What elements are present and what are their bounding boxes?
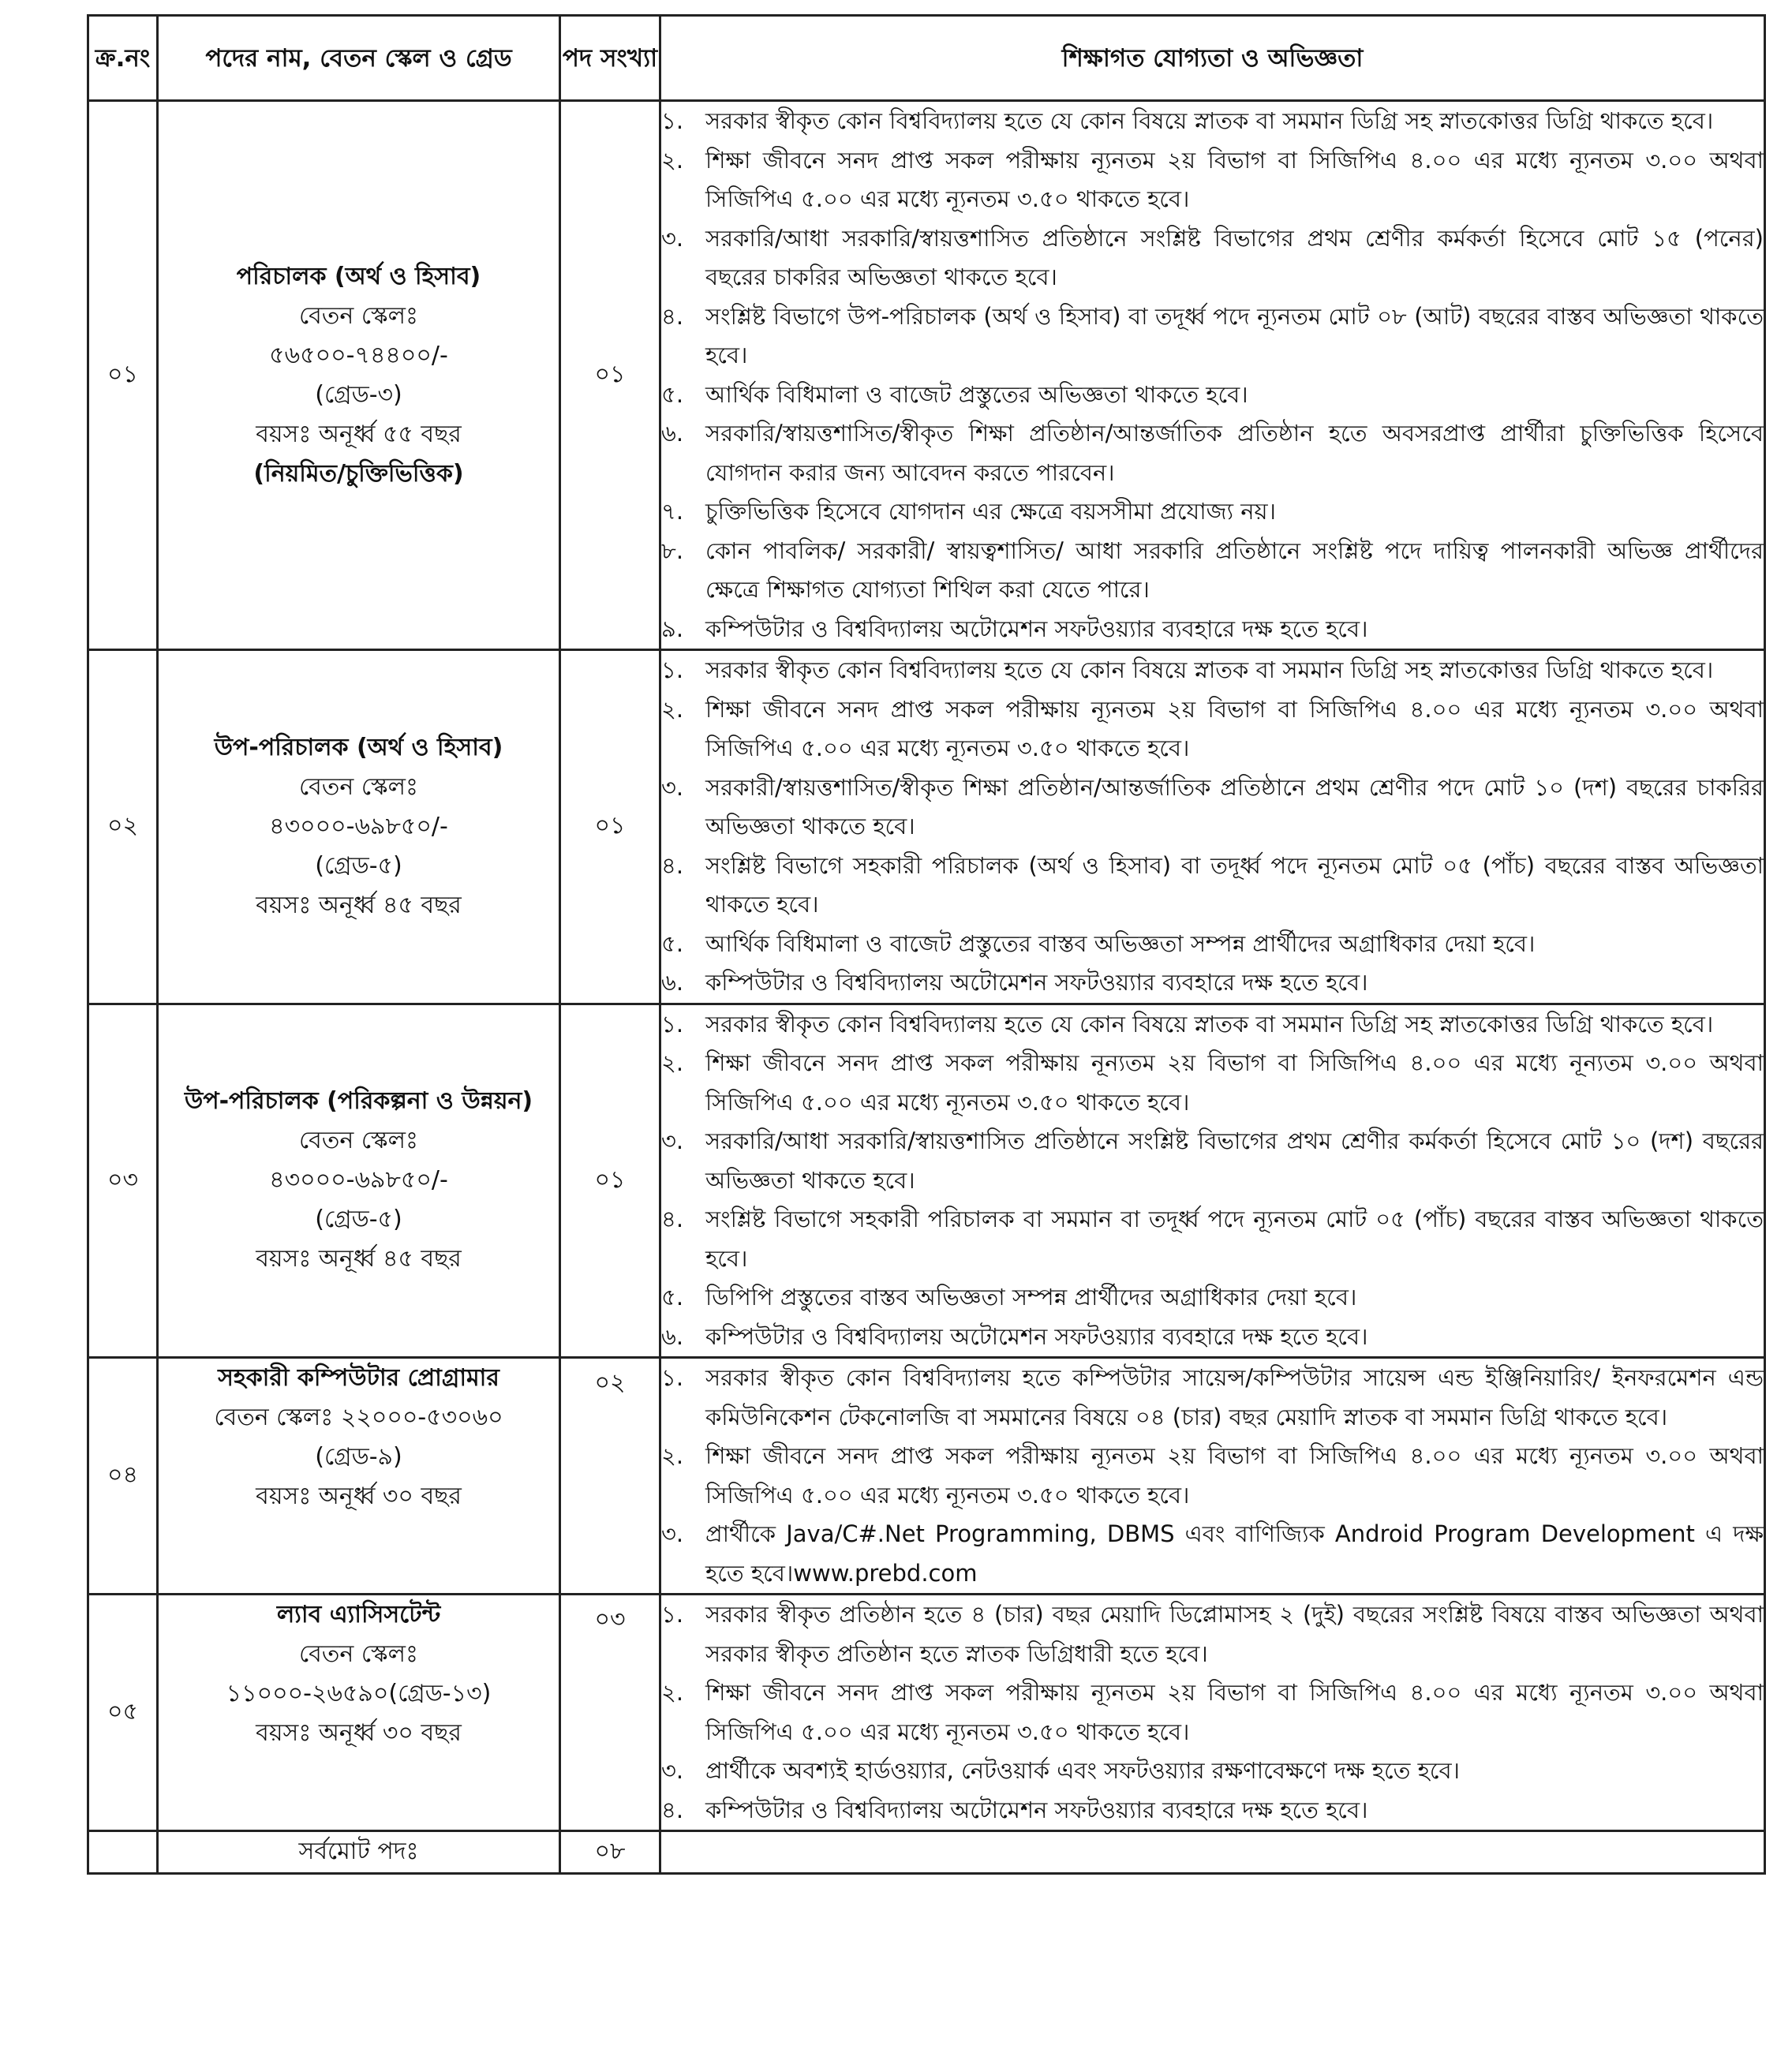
post-cell <box>158 101 560 650</box>
qualification-text: সরকার স্বীকৃত কোন বিশ্ববিদ্যালয় হতে যে কোন বিষয়ে স্নাতক বা সমমান ডিগ্রি সহ স্নাতকোত্তর ডিগ্রি থাকতে হবে। <box>705 1010 1714 1038</box>
qualification-text: সরকারি/আধা সরকারি/স্বায়ত্তশাসিত প্রতিষ্ঠানে সংশ্লিষ্ট বিভাগের প্রথম শ্রেণীর কর্মকর্তা হিসেবে মোট ১৫ (পনের) বছরের চাকরির অভিজ্ঞতা থাকতে হবে। <box>705 224 1764 290</box>
post-count: ০৩ <box>560 1595 660 1831</box>
qualification-list <box>661 102 1764 649</box>
table-header-row <box>88 16 1765 101</box>
qualification-text: শিক্ষা জীবনে সনদ প্রাপ্ত সকল পরীক্ষায় ন্যূনতম ২য় বিভাগ বা সিজিপিএ ৪.০০ এর মধ্যে ন্যূনতম ৩.০০ অথবা সিজিপিএ ৫.০০ এর মধ্যে ন্যূনতম ৩.৫০ থাকতে হবে। <box>705 1679 1764 1745</box>
post-count: ০১ <box>560 101 660 650</box>
qualification-text: সরকারি/স্বায়ত্তশাসিত/স্বীকৃত শিক্ষা প্রতিষ্ঠান/আন্তর্জাতিক প্রতিষ্ঠান হতে অবসরপ্রাপ্ত প্রার্থীরা চুক্তিভিত্তিক হিসেবে যোগদান করার জন্য আবেদন করতে পারবেন। <box>705 420 1764 486</box>
qualification-text: কম্পিউটার ও বিশ্ববিদ্যালয় অটোমেশন সফটওয়্যার ব্যবহারে দক্ষ হতে হবে। <box>705 969 1368 996</box>
post-cell <box>158 1004 560 1358</box>
qualification-item <box>661 1278 1764 1318</box>
qualification-number: ৪. <box>661 1206 684 1232</box>
qualification-text: সংশ্লিষ্ট বিভাগে সহকারী পরিচালক (অর্থ ও হিসাব) বা তদূর্ধ্ব পদে ন্যূনতম মোট ০৫ (পাঁচ) বছরের বাস্তব অভিজ্ঞতা থাকতে হবে। <box>705 851 1764 918</box>
qualification-item <box>661 492 1764 532</box>
qualification-number: ৯. <box>661 615 684 642</box>
qualification-item <box>661 1673 1764 1752</box>
qualification-item <box>661 963 1764 1003</box>
qualification-list <box>661 1359 1764 1593</box>
qualification-text: শিক্ষা জীবনে সনদ প্রাপ্ত সকল পরীক্ষায় ন্যূনতম ২য় বিভাগ বা সিজিপিএ ৪.০০ এর মধ্যে ন্যূনতম ৩.০০ অথবা সিজিপিএ ৫.০০ এর মধ্যে ন্যূনতম ৩.৫০ থাকতে হবে। <box>705 1442 1764 1509</box>
qualification-number: ২. <box>661 695 684 723</box>
qualification-text: প্রার্থীকে Java/C#.Net Programming, DBMS এবং বাণিজ্যিক Android Program Development এ দক্ষ হতে হবে।www.prebd.com <box>705 1520 1764 1587</box>
qualification-item <box>661 102 1764 141</box>
total-empty <box>660 1831 1765 1874</box>
qualification-number: ৫. <box>661 929 684 957</box>
qualification-text: সংশ্লিষ্ট বিভাগে উপ-পরিচালক (অর্থ ও হিসাব) বা তদূর্ধ্ব পদে ন্যূনতম মোট ০৮ (আট) বছরের বাস্তব অভিজ্ঞতা থাকতে হবে। <box>705 302 1764 368</box>
table-row <box>88 650 1765 1004</box>
qualification-item <box>661 1515 1764 1593</box>
header-serial: ক্র.নং <box>88 16 158 101</box>
qualification-text: সরকার স্বীকৃত কোন বিশ্ববিদ্যালয় হতে যে কোন বিষয়ে স্নাতক বা সমমান ডিগ্রি সহ স্নাতকোত্তর ডিগ্রি থাকতে হবে। <box>705 107 1714 134</box>
qualification-text: সরকার স্বীকৃত কোন বিশ্ববিদ্যালয় হতে কম্পিউটার সায়েন্স/কম্পিউটার সায়েন্স এন্ড ইঞ্জিনিয়ারিং/ ইনফরমেশন এন্ড কমিউনিকেশন টেকনোলজি বা সমমানের বিষয়ে ০৪ (চার) বছর মেয়াদি স্নাতক বা সমমান ডিগ্রি থাকতে হবে। <box>705 1364 1764 1430</box>
qualification-text: শিক্ষা জীবনে সনদ প্রাপ্ত সকল পরীক্ষায় নূন্যতম ২য় বিভাগ বা সিজিপিএ ৪.০০ এর মধ্যে নূন্যতম ৩.০০ অথবা সিজিপিএ ৫.০০ এর মধ্যে ন্যূনতম ৩.৫০ থাকতে হবে। <box>705 1049 1764 1116</box>
post-name: সহকারী কম্পিউটার প্রোগ্রামার <box>218 1364 499 1392</box>
post-detail-line: ৫৬৫০০-৭৪৪০০/- <box>269 341 448 369</box>
qualification-list <box>661 1595 1764 1830</box>
post-cell <box>158 1358 560 1595</box>
total-row <box>88 1831 1765 1874</box>
post-count: ০২ <box>560 1358 660 1595</box>
qualification-number: ৫. <box>661 380 684 408</box>
qualification-number: ৩. <box>661 1520 684 1547</box>
qualification-text: সংশ্লিষ্ট বিভাগে সহকারী পরিচালক বা সমমান বা তদূর্ধ্ব পদে ন্যূনতম মোট ০৫ (পাঁচ) বছরের বাস্তব অভিজ্ঞতা থাকতে হবে। <box>705 1206 1764 1272</box>
qualification-item <box>661 651 1764 690</box>
qualification-cell <box>660 101 1765 650</box>
post-detail-line: বয়সঃ অনূর্ধ্ব ৩০ বছর <box>256 1719 462 1747</box>
header-post: পদের নাম, বেতন স্কেল ও গ্রেড <box>158 16 560 101</box>
qualification-cell <box>660 1595 1765 1831</box>
post-detail-line: বয়সঃ অনূর্ধ্ব ৫৫ বছর <box>256 420 462 448</box>
post-detail-line: বেতন স্কেলঃ <box>299 772 418 801</box>
qualification-number: ৭. <box>661 498 684 525</box>
post-detail-line: (গ্রেড-৯) <box>315 1443 402 1471</box>
row-serial: ০৪ <box>88 1358 158 1595</box>
qualification-text: চুক্তিভিত্তিক হিসেবে যোগদান এর ক্ষেত্রে বয়সসীমা প্রযোজ্য নয়। <box>705 498 1276 525</box>
qualification-item <box>661 1044 1764 1122</box>
qualification-text: কোন পাবলিক/ সরকারী/ স্বায়ত্বশাসিত/ আধা সরকারি প্রতিষ্ঠানে সংশ্লিষ্ট পদে দায়িত্ব পালনকারী অভিজ্ঞ প্রার্থীদের ক্ষেত্রে শিক্ষাগত যোগ্যতা শিথিল করা যেতে পারে। <box>705 537 1764 603</box>
qualification-item <box>661 1595 1764 1673</box>
header-count: পদ সংখ্যা <box>560 16 660 101</box>
qualification-number: ৮. <box>661 537 684 564</box>
row-serial: ০১ <box>88 101 158 650</box>
qualification-list <box>661 651 1764 1003</box>
qualification-text: আর্থিক বিধিমালা ও বাজেট প্রস্তুতের অভিজ্ঞতা থাকতে হবে। <box>705 380 1248 408</box>
qualification-number: ২. <box>661 1442 684 1469</box>
qualification-item <box>661 141 1764 219</box>
qualification-text: সরকারি/আধা সরকারি/স্বায়ত্তশাসিত প্রতিষ্ঠানে সংশ্লিষ্ট বিভাগের প্রথম শ্রেণীর কর্মকর্তা হিসেবে মোট ১০ (দশ) বছরের অভিজ্ঞতা থাকতে হবে। <box>705 1127 1764 1194</box>
qualification-cell <box>660 1358 1765 1595</box>
post-detail-line: বেতন স্কেলঃ <box>299 1127 418 1155</box>
qualification-number: ২. <box>661 1049 684 1076</box>
qualification-number: ২. <box>661 146 684 174</box>
qualification-number: ১. <box>661 1364 684 1391</box>
table-row <box>88 1595 1765 1831</box>
qualification-item <box>661 1200 1764 1278</box>
qualification-text: প্রার্থীকে অবশ্যই হার্ডওয়্যার, নেটওয়ার্ক এবং সফটওয়্যার রক্ষণাবেক্ষণে দক্ষ হতে হবে। <box>705 1757 1461 1784</box>
post-count: ০১ <box>560 650 660 1004</box>
qualification-item <box>661 1752 1764 1791</box>
qualification-number: ১. <box>661 656 684 683</box>
total-blank <box>88 1831 158 1874</box>
table-row <box>88 1358 1765 1595</box>
recruitment-table <box>87 14 1766 1875</box>
qualification-number: ৬. <box>661 1322 684 1350</box>
qualification-item <box>661 1122 1764 1200</box>
row-serial: ০৩ <box>88 1004 158 1358</box>
qualification-item <box>661 1005 1764 1045</box>
post-detail-line: ৪৩০০০-৬৯৮৫০/- <box>269 812 448 840</box>
qualification-number: ১. <box>661 107 684 134</box>
qualification-number: ৩. <box>661 1757 684 1784</box>
qualification-text: শিক্ষা জীবনে সনদ প্রাপ্ত সকল পরীক্ষায় ন্যূনতম ২য় বিভাগ বা সিজিপিএ ৪.০০ এর মধ্যে ন্যূনতম ৩.০০ অথবা সিজিপিএ ৫.০০ এর মধ্যে ন্যূনতম ৩.৫০ থাকতে হবে। <box>705 695 1764 761</box>
qualification-item <box>661 297 1764 376</box>
qualification-item <box>661 1791 1764 1830</box>
post-detail-line: বেতন স্কেলঃ ২২০০০-৫৩০৬০ <box>214 1404 503 1431</box>
post-detail-line: বেতন স্কেলঃ <box>299 1640 418 1668</box>
qualification-text: সরকার স্বীকৃত কোন বিশ্ববিদ্যালয় হতে যে কোন বিষয়ে স্নাতক বা সমমান ডিগ্রি সহ স্নাতকোত্তর ডিগ্রি থাকতে হবে। <box>705 656 1714 683</box>
post-cell <box>158 1595 560 1831</box>
qualification-number: ৪. <box>661 1796 684 1823</box>
qualification-number: ৩. <box>661 1127 684 1154</box>
post-detail-line: বয়সঃ অনূর্ধ্ব ৩০ বছর <box>256 1483 462 1510</box>
qualification-text: ডিপিপি প্রস্তুতের বাস্তব অভিজ্ঞতা সম্পন্ন প্রার্থীদের অগ্রাধিকার দেয়া হবে। <box>705 1284 1357 1311</box>
post-detail-line: বয়সঃ অনূর্ধ্ব ৪৫ বছর <box>256 891 462 919</box>
qualification-number: ৪. <box>661 851 684 879</box>
qualification-item <box>661 532 1764 610</box>
qualification-number: ৬. <box>661 420 684 447</box>
post-detail-line: (গ্রেড-৩) <box>315 380 402 409</box>
qualification-number: ৩. <box>661 224 684 252</box>
row-serial: ০৫ <box>88 1595 158 1831</box>
qualification-item <box>661 768 1764 847</box>
qualification-text: সরকার স্বীকৃত প্রতিষ্ঠান হতে ৪ (চার) বছর মেয়াদি ডিপ্লোমাসহ ২ (দুই) বছরের সংশ্লিষ্ট বিষয়ে বাস্তব অভিজ্ঞতা অথবা সরকার স্বীকৃত প্রতিষ্ঠান হতে স্নাতক ডিগ্রিধারী হতে হবে। <box>705 1601 1764 1667</box>
table-row <box>88 1004 1765 1358</box>
qualification-item <box>661 1359 1764 1437</box>
qualification-number: ৬. <box>661 969 684 996</box>
qualification-cell <box>660 650 1765 1004</box>
qualification-number: ২. <box>661 1679 684 1706</box>
qualification-item <box>661 1318 1764 1357</box>
qualification-item <box>661 610 1764 649</box>
post-detail-line: (গ্রেড-৫) <box>315 1206 402 1234</box>
row-serial: ০২ <box>88 650 158 1004</box>
table-row <box>88 101 1765 650</box>
post-detail-line: বয়সঃ অনূর্ধ্ব ৪৫ বছর <box>256 1245 462 1273</box>
post-name: উপ-পরিচালক (অর্থ ও হিসাব) <box>214 733 503 761</box>
post-count: ০১ <box>560 1004 660 1358</box>
qualification-text: কম্পিউটার ও বিশ্ববিদ্যালয় অটোমেশন সফটওয়্যার ব্যবহারে দক্ষ হতে হবে। <box>705 1322 1368 1350</box>
qualification-text: কম্পিউটার ও বিশ্ববিদ্যালয় অটোমেশন সফটওয়্যার ব্যবহারে দক্ষ হতে হবে। <box>705 1796 1368 1823</box>
post-detail-line: বেতন স্কেলঃ <box>299 301 418 330</box>
qualification-text: আর্থিক বিধিমালা ও বাজেট প্রস্তুতের বাস্তব অভিজ্ঞতা সম্পন্ন প্রার্থীদের অগ্রাধিকার দেয়া হবে। <box>705 929 1536 957</box>
qualification-text: শিক্ষা জীবনে সনদ প্রাপ্ত সকল পরীক্ষায় ন্যূনতম ২য় বিভাগ বা সিজিপিএ ৪.০০ এর মধ্যে ন্যূনতম ৩.০০ অথবা সিজিপিএ ৫.০০ এর মধ্যে ন্যূনতম ৩.৫০ থাকতে হবে। <box>705 146 1764 212</box>
qualification-text: কম্পিউটার ও বিশ্ববিদ্যালয় অটোমেশন সফটওয়্যার ব্যবহারে দক্ষ হতে হবে। <box>705 615 1368 642</box>
post-detail-line: (গ্রেড-৫) <box>315 851 402 880</box>
total-count: ০৮ <box>560 1831 660 1874</box>
header-qualification: শিক্ষাগত যোগ্যতা ও অভিজ্ঞতা <box>660 16 1765 101</box>
qualification-cell <box>660 1004 1765 1358</box>
qualification-number: ১. <box>661 1601 684 1628</box>
qualification-item <box>661 219 1764 297</box>
qualification-item <box>661 1437 1764 1515</box>
total-label: সর্বমোট পদঃ <box>158 1831 560 1874</box>
qualification-list <box>661 1005 1764 1357</box>
qualification-number: ৫. <box>661 1284 684 1311</box>
post-name: ল্যাব এ্যাসিসটেন্ট <box>276 1601 441 1628</box>
post-cell <box>158 650 560 1004</box>
qualification-item <box>661 376 1764 415</box>
qualification-item <box>661 690 1764 768</box>
post-name: উপ-পরিচালক (পরিকল্পনা ও উন্নয়ন) <box>184 1087 533 1116</box>
post-name: পরিচালক (অর্থ ও হিসাব) <box>236 262 481 290</box>
post-detail-line: ১১০০০-২৬৫৯০(গ্রেড-১৩) <box>226 1680 492 1707</box>
qualification-number: ৩. <box>661 773 684 801</box>
qualification-number: ৪. <box>661 302 684 330</box>
qualification-item <box>661 414 1764 492</box>
post-employment-type: (নিয়মিত/চুক্তিভিত্তিক) <box>253 459 464 488</box>
qualification-item <box>661 847 1764 925</box>
qualification-number: ১. <box>661 1010 684 1038</box>
post-detail-line: ৪৩০০০-৬৯৮৫০/- <box>269 1166 448 1195</box>
qualification-text: সরকারী/স্বায়ত্তশাসিত/স্বীকৃত শিক্ষা প্রতিষ্ঠান/আন্তর্জাতিক প্রতিষ্ঠানে প্রথম শ্রেণীর পদে মোট ১০ (দশ) বছরের চাকরির অভিজ্ঞতা থাকতে হবে। <box>705 773 1764 839</box>
qualification-item <box>661 925 1764 964</box>
